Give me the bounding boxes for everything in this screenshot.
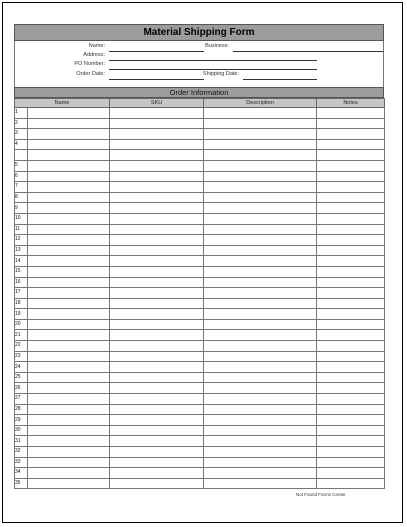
table-row xyxy=(15,266,385,277)
notes-cell[interactable] xyxy=(317,457,385,468)
row-number: 30 xyxy=(15,425,28,436)
table-row xyxy=(15,330,385,341)
name-cell[interactable] xyxy=(28,118,110,129)
notes-cell[interactable] xyxy=(317,447,385,458)
sku-cell[interactable] xyxy=(110,182,204,193)
row-number: 20 xyxy=(15,319,28,330)
name-cell[interactable] xyxy=(28,192,110,203)
name-field[interactable] xyxy=(109,51,204,52)
name-cell[interactable] xyxy=(28,108,110,119)
row-number: 21 xyxy=(15,330,28,341)
order-date-label: Order Date: xyxy=(76,71,105,77)
order-information-header: Order Information xyxy=(14,87,384,98)
description-cell[interactable] xyxy=(204,468,317,479)
notes-cell[interactable] xyxy=(317,415,385,426)
description-cell[interactable] xyxy=(204,118,317,129)
description-cell[interactable] xyxy=(204,394,317,405)
row-number: 35 xyxy=(15,478,28,489)
notes-cell[interactable] xyxy=(317,394,385,405)
sku-cell[interactable] xyxy=(110,203,204,214)
sku-cell[interactable] xyxy=(110,436,204,447)
row-number: 3 xyxy=(15,129,28,140)
description-cell[interactable] xyxy=(204,256,317,267)
name-cell[interactable] xyxy=(28,266,110,277)
sku-cell[interactable] xyxy=(110,468,204,479)
table-row xyxy=(15,415,385,426)
table-row xyxy=(15,351,385,362)
name-cell[interactable] xyxy=(28,341,110,352)
table-row xyxy=(15,436,385,447)
name-cell[interactable] xyxy=(28,319,110,330)
row-number: 18 xyxy=(15,298,28,309)
table-header-row xyxy=(15,99,385,108)
notes-cell[interactable] xyxy=(317,235,385,246)
shipping-date-label: Shipping Date: xyxy=(202,71,239,77)
row-number: 17 xyxy=(15,288,28,299)
table-row xyxy=(15,319,385,330)
table-row xyxy=(15,468,385,479)
description-cell[interactable] xyxy=(204,425,317,436)
sku-cell[interactable] xyxy=(110,404,204,415)
business-label: Business: xyxy=(205,43,229,49)
sku-cell[interactable] xyxy=(110,330,204,341)
name-cell[interactable] xyxy=(28,436,110,447)
row-number: 28 xyxy=(15,404,28,415)
row-number xyxy=(15,150,28,161)
row-number: 25 xyxy=(15,372,28,383)
notes-cell[interactable] xyxy=(317,139,385,150)
sku-cell[interactable] xyxy=(110,288,204,299)
table-row xyxy=(15,425,385,436)
notes-cell[interactable] xyxy=(317,160,385,171)
description-cell[interactable] xyxy=(204,182,317,193)
table-row xyxy=(15,298,385,309)
name-cell[interactable] xyxy=(28,425,110,436)
address-label: Address: xyxy=(83,52,105,58)
description-cell[interactable] xyxy=(204,330,317,341)
table-row xyxy=(15,288,385,299)
notes-cell[interactable] xyxy=(317,468,385,479)
sku-cell[interactable] xyxy=(110,277,204,288)
sku-cell[interactable] xyxy=(110,319,204,330)
column-header-notes: Notes xyxy=(317,99,385,108)
notes-cell[interactable] xyxy=(317,203,385,214)
row-number: 34 xyxy=(15,468,28,479)
notes-cell[interactable] xyxy=(317,213,385,224)
table-row xyxy=(15,139,385,150)
sku-cell[interactable] xyxy=(110,192,204,203)
notes-cell[interactable] xyxy=(317,372,385,383)
sku-cell[interactable] xyxy=(110,139,204,150)
description-cell[interactable] xyxy=(204,224,317,235)
table-row xyxy=(15,213,385,224)
po-number-label: PO Number: xyxy=(74,61,105,67)
sku-cell[interactable] xyxy=(110,457,204,468)
notes-cell[interactable] xyxy=(317,288,385,299)
name-cell[interactable] xyxy=(28,394,110,405)
table-row xyxy=(15,182,385,193)
table-row xyxy=(15,256,385,267)
sku-cell[interactable] xyxy=(110,108,204,119)
row-number: 22 xyxy=(15,341,28,352)
row-number: 7 xyxy=(15,182,28,193)
description-cell[interactable] xyxy=(204,160,317,171)
sku-cell[interactable] xyxy=(110,341,204,352)
sku-cell[interactable] xyxy=(110,129,204,140)
description-cell[interactable] xyxy=(204,478,317,489)
name-cell[interactable] xyxy=(28,182,110,193)
description-cell[interactable] xyxy=(204,213,317,224)
notes-cell[interactable] xyxy=(317,108,385,119)
form-title: Material Shipping Form xyxy=(14,24,384,41)
table-row xyxy=(15,383,385,394)
name-cell[interactable] xyxy=(28,256,110,267)
row-number: 15 xyxy=(15,266,28,277)
sku-cell[interactable] xyxy=(110,245,204,256)
notes-cell[interactable] xyxy=(317,383,385,394)
description-cell[interactable] xyxy=(204,129,317,140)
name-cell[interactable] xyxy=(28,404,110,415)
shipping-date-field[interactable] xyxy=(243,79,317,80)
name-cell[interactable] xyxy=(28,139,110,150)
row-number: 19 xyxy=(15,309,28,320)
name-cell[interactable] xyxy=(28,171,110,182)
notes-cell[interactable] xyxy=(317,298,385,309)
notes-cell[interactable] xyxy=(317,404,385,415)
description-cell[interactable] xyxy=(204,171,317,182)
row-number: 9 xyxy=(15,203,28,214)
row-number: 23 xyxy=(15,351,28,362)
notes-cell[interactable] xyxy=(317,277,385,288)
sku-cell[interactable] xyxy=(110,383,204,394)
table-row xyxy=(15,118,385,129)
sku-cell[interactable] xyxy=(110,351,204,362)
row-number: 4 xyxy=(15,139,28,150)
row-number: 1 xyxy=(15,108,28,119)
table-row xyxy=(15,341,385,352)
row-number: 26 xyxy=(15,383,28,394)
column-header-description: Description xyxy=(204,99,317,108)
notes-cell[interactable] xyxy=(317,256,385,267)
name-cell[interactable] xyxy=(28,362,110,373)
table-row xyxy=(15,171,385,182)
table-row xyxy=(15,150,385,161)
name-cell[interactable] xyxy=(28,129,110,140)
description-cell[interactable] xyxy=(204,372,317,383)
name-cell[interactable] xyxy=(28,150,110,161)
notes-cell[interactable] xyxy=(317,362,385,373)
description-cell[interactable] xyxy=(204,192,317,203)
name-cell[interactable] xyxy=(28,245,110,256)
row-number: 27 xyxy=(15,394,28,405)
description-cell[interactable] xyxy=(204,266,317,277)
description-cell[interactable] xyxy=(204,298,317,309)
table-row xyxy=(15,245,385,256)
notes-cell[interactable] xyxy=(317,436,385,447)
description-cell[interactable] xyxy=(204,235,317,246)
notes-cell[interactable] xyxy=(317,171,385,182)
row-number: 10 xyxy=(15,213,28,224)
notes-cell[interactable] xyxy=(317,245,385,256)
sku-cell[interactable] xyxy=(110,235,204,246)
table-row xyxy=(15,277,385,288)
address-field[interactable] xyxy=(109,60,317,61)
description-cell[interactable] xyxy=(204,404,317,415)
sku-cell[interactable] xyxy=(110,150,204,161)
notes-cell[interactable] xyxy=(317,182,385,193)
po-number-field[interactable] xyxy=(109,69,317,70)
description-cell[interactable] xyxy=(204,383,317,394)
row-number: 16 xyxy=(15,277,28,288)
notes-cell[interactable] xyxy=(317,118,385,129)
name-cell[interactable] xyxy=(28,415,110,426)
name-cell[interactable] xyxy=(28,330,110,341)
notes-cell[interactable] xyxy=(317,478,385,489)
description-cell[interactable] xyxy=(204,277,317,288)
notes-cell[interactable] xyxy=(317,266,385,277)
description-cell[interactable] xyxy=(204,288,317,299)
table-row xyxy=(15,203,385,214)
name-cell[interactable] xyxy=(28,224,110,235)
sku-cell[interactable] xyxy=(110,213,204,224)
notes-cell[interactable] xyxy=(317,330,385,341)
notes-cell[interactable] xyxy=(317,425,385,436)
sku-cell[interactable] xyxy=(110,118,204,129)
name-cell[interactable] xyxy=(28,447,110,458)
name-cell[interactable] xyxy=(28,235,110,246)
column-header-name: Name xyxy=(15,99,110,108)
column-header-sku: SKU xyxy=(110,99,204,108)
business-field[interactable] xyxy=(233,51,383,52)
table-row xyxy=(15,404,385,415)
sku-cell[interactable] xyxy=(110,478,204,489)
notes-cell[interactable] xyxy=(317,129,385,140)
table-row xyxy=(15,447,385,458)
description-cell[interactable] xyxy=(204,139,317,150)
description-cell[interactable] xyxy=(204,319,317,330)
name-cell[interactable] xyxy=(28,213,110,224)
order-date-field[interactable] xyxy=(109,79,204,80)
shipping-form xyxy=(14,24,384,489)
footer-note: Not Found Forms Center xyxy=(296,492,346,497)
sku-cell[interactable] xyxy=(110,309,204,320)
row-number: 12 xyxy=(15,235,28,246)
row-number: 6 xyxy=(15,171,28,182)
table-row xyxy=(15,372,385,383)
table-row xyxy=(15,160,385,171)
description-cell[interactable] xyxy=(204,108,317,119)
sku-cell[interactable] xyxy=(110,256,204,267)
description-cell[interactable] xyxy=(204,447,317,458)
order-table xyxy=(14,98,385,489)
notes-cell[interactable] xyxy=(317,309,385,320)
table-row xyxy=(15,394,385,405)
table-row xyxy=(15,362,385,373)
sku-cell[interactable] xyxy=(110,415,204,426)
customer-info-block xyxy=(14,41,384,87)
name-cell[interactable] xyxy=(28,309,110,320)
table-row xyxy=(15,235,385,246)
row-number: 13 xyxy=(15,245,28,256)
table-row xyxy=(15,478,385,489)
name-cell[interactable] xyxy=(28,288,110,299)
name-cell[interactable] xyxy=(28,372,110,383)
row-number: 2 xyxy=(15,118,28,129)
sku-cell[interactable] xyxy=(110,171,204,182)
table-row xyxy=(15,224,385,235)
table-row xyxy=(15,457,385,468)
row-number: 33 xyxy=(15,457,28,468)
sku-cell[interactable] xyxy=(110,425,204,436)
table-row xyxy=(15,129,385,140)
description-cell[interactable] xyxy=(204,150,317,161)
row-number: 32 xyxy=(15,447,28,458)
notes-cell[interactable] xyxy=(317,351,385,362)
row-number: 31 xyxy=(15,436,28,447)
description-cell[interactable] xyxy=(204,203,317,214)
sku-cell[interactable] xyxy=(110,447,204,458)
name-cell[interactable] xyxy=(28,298,110,309)
row-number: 29 xyxy=(15,415,28,426)
row-number: 11 xyxy=(15,224,28,235)
description-cell[interactable] xyxy=(204,362,317,373)
name-cell[interactable] xyxy=(28,383,110,394)
notes-cell[interactable] xyxy=(317,319,385,330)
name-cell[interactable] xyxy=(28,160,110,171)
description-cell[interactable] xyxy=(204,309,317,320)
name-cell[interactable] xyxy=(28,351,110,362)
notes-cell[interactable] xyxy=(317,341,385,352)
sku-cell[interactable] xyxy=(110,362,204,373)
sku-cell[interactable] xyxy=(110,298,204,309)
notes-cell[interactable] xyxy=(317,150,385,161)
sku-cell[interactable] xyxy=(110,160,204,171)
name-cell[interactable] xyxy=(28,468,110,479)
notes-cell[interactable] xyxy=(317,224,385,235)
name-cell[interactable] xyxy=(28,457,110,468)
description-cell[interactable] xyxy=(204,436,317,447)
sku-cell[interactable] xyxy=(110,266,204,277)
description-cell[interactable] xyxy=(204,415,317,426)
table-row xyxy=(15,108,385,119)
description-cell[interactable] xyxy=(204,457,317,468)
notes-cell[interactable] xyxy=(317,192,385,203)
name-cell[interactable] xyxy=(28,277,110,288)
sku-cell[interactable] xyxy=(110,372,204,383)
table-row xyxy=(15,192,385,203)
row-number: 14 xyxy=(15,256,28,267)
sku-cell[interactable] xyxy=(110,224,204,235)
name-cell[interactable] xyxy=(28,203,110,214)
description-cell[interactable] xyxy=(204,245,317,256)
name-cell[interactable] xyxy=(28,478,110,489)
description-cell[interactable] xyxy=(204,351,317,362)
description-cell[interactable] xyxy=(204,341,317,352)
row-number: 5 xyxy=(15,160,28,171)
row-number: 24 xyxy=(15,362,28,373)
row-number: 8 xyxy=(15,192,28,203)
sku-cell[interactable] xyxy=(110,394,204,405)
table-row xyxy=(15,309,385,320)
order-rows xyxy=(15,108,385,489)
name-label: Name: xyxy=(88,43,105,49)
